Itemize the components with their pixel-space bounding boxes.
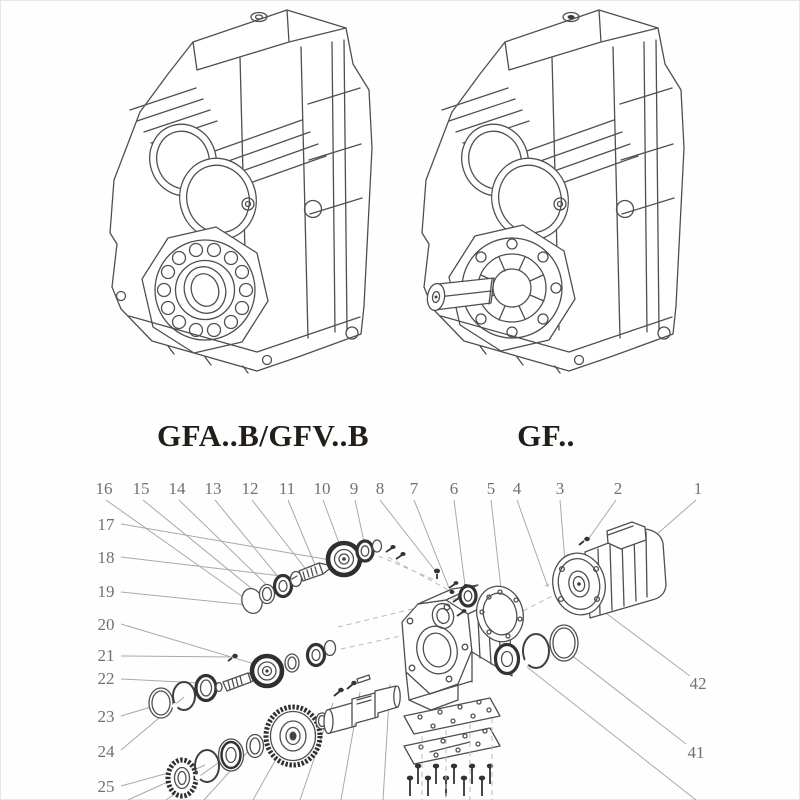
callout-label: 12	[241, 479, 259, 498]
callout-label: 21	[97, 646, 115, 665]
exploded-view	[96, 479, 707, 800]
motor-assembly	[547, 522, 666, 620]
input-shaft-assembly	[239, 540, 405, 616]
callout-label: 2	[613, 479, 623, 498]
callout-label: 17	[97, 515, 115, 534]
callout-label: 15	[132, 479, 150, 498]
gearbox-drawing-gfab-gfvb	[110, 10, 372, 373]
callout-label: 23	[97, 707, 115, 726]
callout-label: 20	[97, 615, 115, 634]
callout-label: 24	[97, 742, 115, 761]
callout-label: 3	[555, 479, 565, 498]
caption-left: GFA..B/GFV..B	[156, 418, 370, 453]
callout-label: 22	[97, 669, 115, 688]
caption-right: GF..	[517, 418, 575, 453]
callout-label: 25	[97, 777, 115, 796]
callout-label: 41	[687, 743, 705, 762]
callout-label: 14	[168, 479, 186, 498]
callout-label: 9	[349, 479, 359, 498]
callout-label: 6	[449, 479, 459, 498]
callout-label: 11	[278, 479, 296, 498]
callout-label: 7	[409, 479, 419, 498]
callout-label: 4	[512, 479, 522, 498]
intermediate-shaft-assembly	[149, 641, 336, 719]
callout-label: 18	[97, 548, 115, 567]
gearbox-drawing-gf	[422, 10, 684, 373]
callout-label: 10	[313, 479, 331, 498]
callout-label: 19	[97, 582, 115, 601]
callout-label: 8	[375, 479, 385, 498]
callout-label: 13	[204, 479, 222, 498]
callout-label: 1	[693, 479, 703, 498]
callout-label: 5	[486, 479, 496, 498]
callout-label: 42	[689, 674, 707, 693]
callout-label: 16	[95, 479, 113, 498]
